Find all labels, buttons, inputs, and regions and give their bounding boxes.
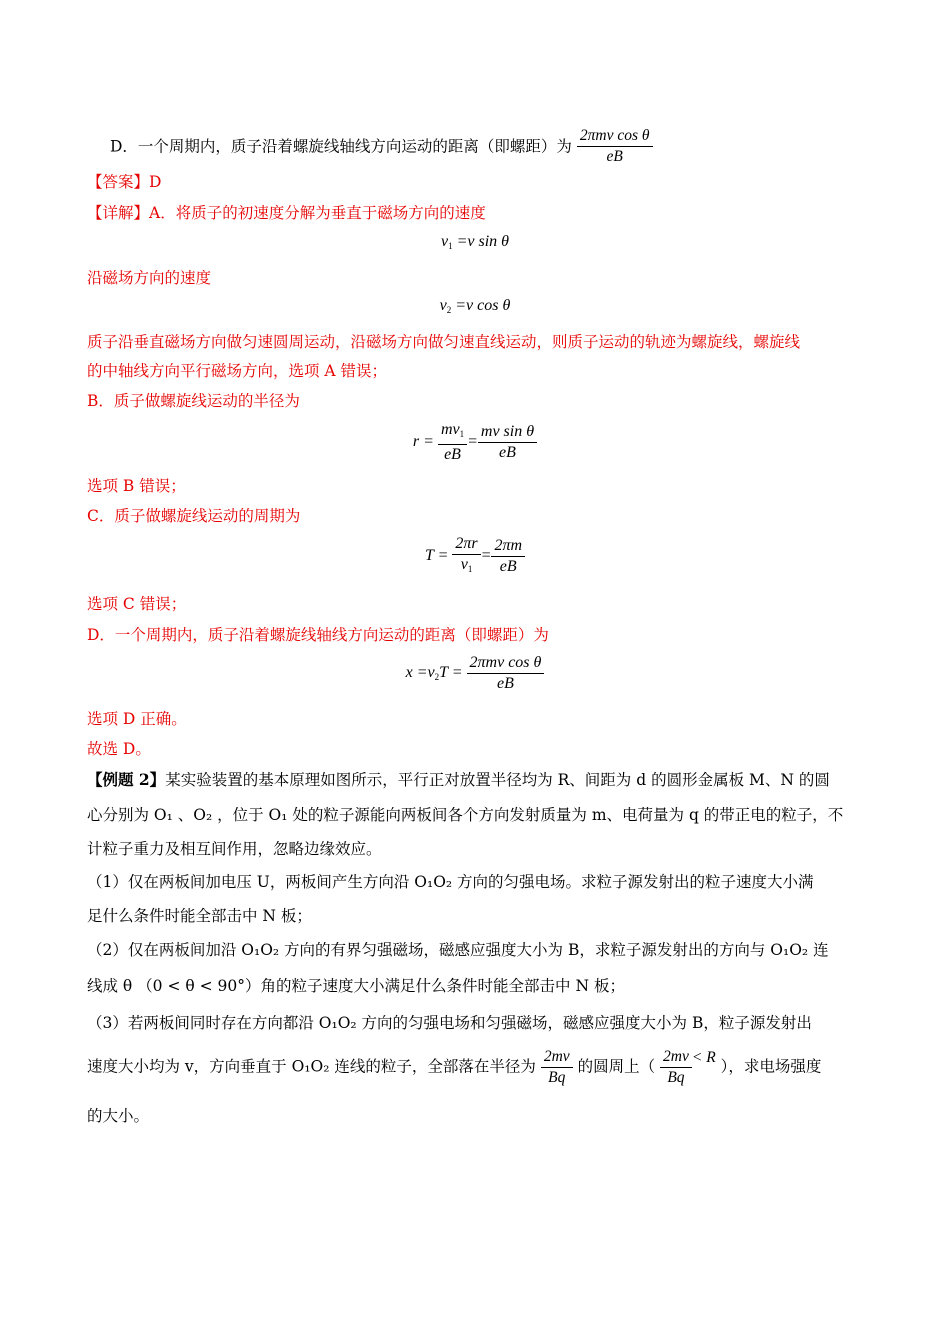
final-choice: 故选 D。 [87,740,151,758]
fraction-numerator: mv [440,421,460,438]
radius-fraction [541,1048,573,1087]
fraction [452,535,480,578]
eq-lhs: r = [412,433,434,451]
along-field-text: 沿磁场方向的速度 [87,269,212,287]
eq-sub: 1 [448,241,453,251]
example2-label: 【例题 2】 [87,770,166,789]
fraction-denominator: eB [499,558,517,575]
question1-line1: （1）仅在两板间加电压 U，两板间产生方向沿 O₁O₂ 方向的匀强电场。求粒子源发射出的粒子速度大小满 [87,873,814,891]
example2-line3: 计粒子重力及相互间作用，忽略边缘效应。 [87,840,382,858]
eq-rhs: =v sin θ [456,233,510,250]
example2-text1: 某实验装置的基本原理如图所示，平行正对放置半径均为 R、间距为 d 的圆形金属板 M、N 的圆 [165,771,830,789]
option-b-wrong: 选项 B 错误； [87,477,186,495]
fraction [438,421,467,464]
detail-label: 【详解】 [87,204,150,222]
fraction-denominator: v [460,556,468,573]
equation-x [0,654,950,693]
para-a-line2: 的中轴线方向平行磁场方向，选项 A 错误； [87,362,388,380]
eq-mid: T = [439,664,463,682]
pitch-fraction [577,127,653,166]
fraction [491,537,525,576]
eq-var: v [439,297,447,314]
eq-var: v [440,233,449,250]
option-d-question [110,128,653,167]
option-d-text: D．一个周期内，质子沿着螺旋线轴线方向运动的距离（即螺距）为 [87,626,549,644]
fraction-denominator: eB [606,148,623,165]
detail-a-text: A．将质子的初速度分解为垂直于磁场方向的速度 [149,204,486,222]
question3-post: ），求电场强度 [720,1057,822,1076]
answer-value: D [149,173,162,191]
fraction-numerator: 2πm [491,537,525,557]
condition-fraction [660,1048,692,1087]
equation-v2 [0,297,950,315]
para-a-line1: 质子沿垂直磁场方向做匀速圆周运动，沿磁场方向做匀速直线运动，则质子运动的轨迹为螺旋线，螺旋线 [87,333,801,351]
question2-line2: 线成 θ （0 < θ < 90°）角的粒子速度大小满足什么条件时能全部击中 N 板； [87,977,625,995]
option-c-wrong: 选项 C 错误； [87,595,187,613]
detail-line [87,203,486,223]
eq-lhs: T = [424,547,449,565]
fraction-denominator: eB [497,675,514,692]
fraction-numerator: 2πr [452,535,480,555]
question3-mid: 的圆周上（ [577,1057,656,1076]
question1-line2: 足什么条件时能全部击中 N 板； [87,907,312,925]
question3-line1: （3）若两板间同时存在方向都沿 O₁O₂ 方向的匀强电场和匀强磁场，磁感应强度大小为 B，粒子源发射出 [87,1014,812,1032]
equation-r: r = $\frac{mv_1}{eB}$ = $\frac{\text{mv sin θ}}{eB}$ [0,421,950,464]
example2-line1 [87,770,830,790]
fraction [478,423,537,462]
eq-sub: 2 [446,305,452,315]
answer-line [87,172,161,192]
eq-sub: 2 [434,672,440,683]
eq-sub: 1 [467,564,473,574]
equation-v1 [0,233,950,251]
fraction-denominator: eB [444,446,461,463]
fraction [467,654,545,693]
question3-line3: 的大小。 [87,1107,150,1125]
fraction-denominator: eB [499,444,516,461]
question3-line2 [87,1048,821,1087]
fraction-numerator: 2mv [660,1048,692,1068]
fraction-denominator: Bq [548,1069,566,1086]
question3-prefix: 速度大小均为 v，方向垂直于 O₁O₂ 连线的粒子，全部落在半径为 [87,1057,536,1076]
option-b-text: B．质子做螺旋线运动的半径为 [87,392,300,410]
eq-sub: 1 [459,429,465,439]
option-d-right: 选项 D 正确。 [87,710,187,728]
question2-line1: （2）仅在两板间加沿 O₁O₂ 方向的有界匀强磁场，磁感应强度大小为 B，求粒子源发射出的方向与 O₁O₂ 连 [87,941,829,959]
fraction-denominator: Bq [667,1069,685,1086]
option-d-text: D．一个周期内，质子沿着螺旋线轴线方向运动的距离（即螺距）为 [110,137,572,156]
eq-rhs: =v cos θ [455,297,511,314]
option-c-text: C．质子做螺旋线运动的周期为 [87,507,301,525]
answer-label: 【答案】 [87,173,150,191]
fraction-numerator: 2πmv cos θ [577,127,653,147]
example2-line2: 心分别为 O₁ 、O₂ ，位于 O₁ 处的粒子源能向两板间各个方向发射质量为 m、电荷量为 q 的带正电的粒子，不 [87,806,844,824]
fraction-numerator: 2πmv cos θ [467,654,545,674]
fraction-numerator: 2mv [541,1048,573,1068]
condition-rhs: < R [691,1048,716,1066]
fraction-numerator: mv sin θ [478,423,537,443]
equation-t: T = $\frac{2\pi r}{v_1}$ = $\frac{2\pi m}{eB}$ [0,535,950,578]
eq-lhs: x =v [405,664,435,682]
